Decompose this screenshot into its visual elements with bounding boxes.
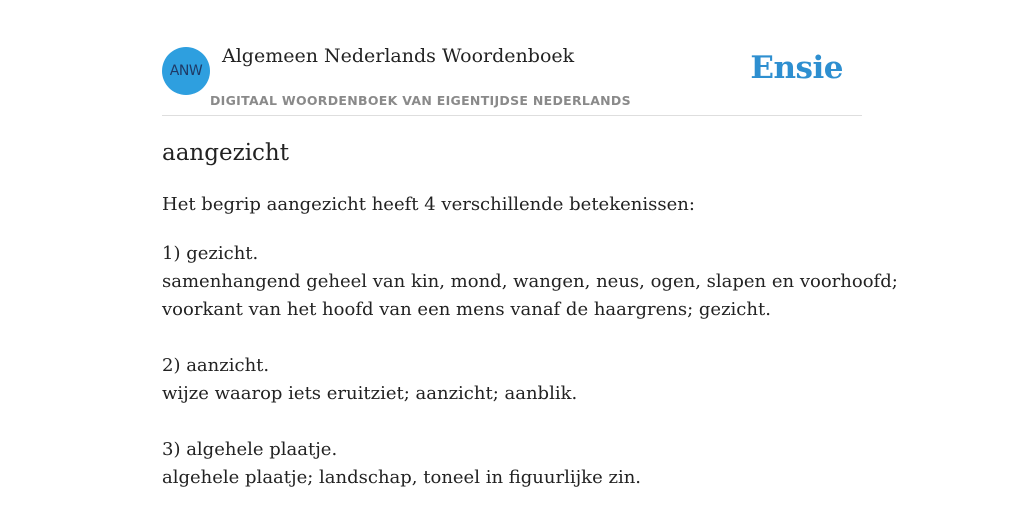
meaning-item [162, 352, 898, 408]
entry-intro: Het begrip aangezicht heeft 4 verschillende betekenissen: [162, 194, 695, 215]
meaning-definition-line: wijze waarop iets eruitziet; aanzicht; aanblik. [162, 383, 578, 404]
site-subtitle: DIGITAAL WOORDENBOEK VAN EIGENTIJDSE NEDERLANDS [210, 93, 631, 108]
logo-text: ANW [169, 63, 203, 79]
entry-word-title: aangezicht [162, 140, 289, 166]
meaning-item [162, 240, 898, 324]
meaning-heading: 3) algehele plaatje. [162, 439, 338, 460]
meaning-item [162, 436, 898, 492]
meaning-definition-line: algehele plaatje; landschap, toneel in figuurlijke zin. [162, 467, 642, 488]
site-title[interactable]: Algemeen Nederlands Woordenboek [222, 45, 575, 67]
ensie-brand-link[interactable]: Ensie [750, 50, 843, 86]
meaning-heading: 1) gezicht. [162, 243, 259, 264]
meaning-definition-line: samenhangend geheel van kin, mond, wangen, neus, ogen, slapen en voorhoofd; [162, 271, 898, 292]
anw-logo[interactable] [162, 47, 210, 95]
page-container [162, 0, 898, 488]
meaning-heading: 2) aanzicht. [162, 355, 270, 376]
meanings-list [162, 240, 898, 520]
meaning-definition-line: voorkant van het hoofd van een mens vanaf de haargrens; gezicht. [162, 299, 771, 320]
site-header [162, 0, 862, 116]
